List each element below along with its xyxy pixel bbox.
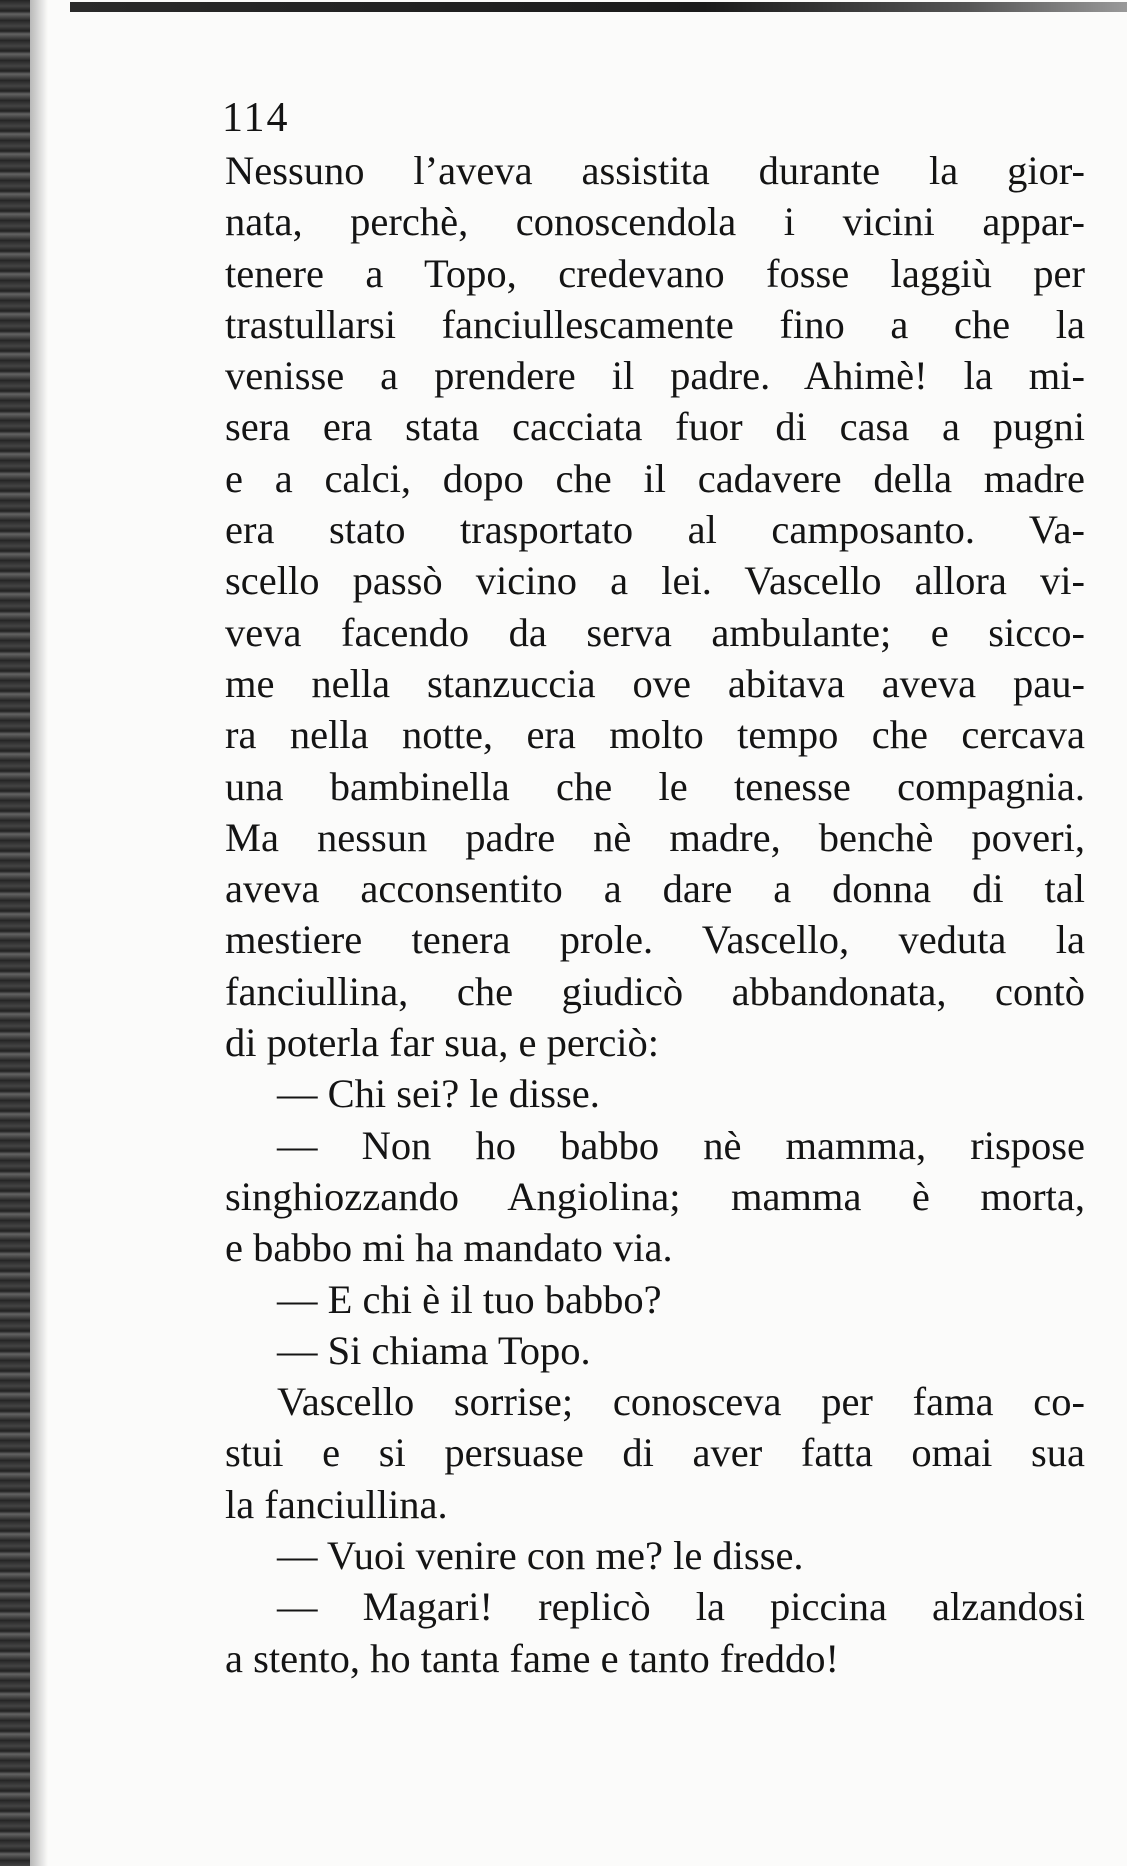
- text-line: di poterla far sua, e perciò:: [225, 1020, 660, 1066]
- text-line: — Chi sei? le disse.: [277, 1071, 600, 1117]
- text-line: singhiozzando Angiolina; mamma è morta,: [225, 1173, 1085, 1219]
- text-line: a stento, ho tanta fame e tanto freddo!: [225, 1635, 840, 1681]
- text-line: — Si chiama Topo.: [277, 1327, 591, 1373]
- binding-shadow: [30, 0, 48, 1866]
- text-line: tenere a Topo, credevano fosse laggiù per: [225, 250, 1085, 296]
- text-line: trastullarsi fanciullescamente fino a che la: [225, 301, 1085, 347]
- text-line: — Magari! replicò la piccina alzandosi: [277, 1584, 1085, 1630]
- text-line: una bambinella che le tenesse compagnia.: [225, 763, 1085, 809]
- text-line: veva facendo da serva ambulante; e sicco-: [225, 609, 1085, 655]
- text-line: Vascello sorrise; conosceva per fama co-: [277, 1379, 1085, 1425]
- text-line: — Vuoi venire con me? le disse.: [277, 1533, 804, 1579]
- binding-edge: [0, 0, 30, 1866]
- page-number: 114: [222, 95, 290, 141]
- text-line: — E chi è il tuo babbo?: [277, 1276, 662, 1322]
- text-line: e a calci, dopo che il cadavere della madre: [225, 455, 1085, 501]
- text-line: era stato trasportato al camposanto. Va-: [225, 507, 1085, 553]
- text-line: Ma nessun padre nè madre, benchè poveri,: [225, 814, 1085, 860]
- text-line: stui e si persuase di aver fatta omai sua: [225, 1430, 1085, 1476]
- text-line: fanciullina, che giudicò abbandonata, contò: [225, 968, 1085, 1014]
- text-line: Nessuno l’aveva assistita durante la gior-: [225, 148, 1085, 193]
- text-line: la fanciullina.: [225, 1481, 448, 1527]
- text-line: aveva acconsentito a dare a donna di tal: [225, 866, 1085, 912]
- text-line: ra nella notte, era molto tempo che cercava: [225, 712, 1085, 758]
- text-line: mestiere tenera prole. Vascello, veduta la: [225, 917, 1085, 963]
- text-line: — Non ho babbo nè mamma, rispose: [277, 1122, 1085, 1168]
- text-line: me nella stanzuccia ove abitava aveva pau-: [225, 660, 1085, 706]
- top-edge-rule: [70, 2, 1127, 12]
- text-line: venisse a prendere il padre. Ahimè! la mi-: [225, 353, 1085, 399]
- body-text: [225, 145, 1085, 1684]
- text-line: sera era stata cacciata fuor di casa a pugni: [225, 404, 1085, 450]
- text-line: scello passò vicino a lei. Vascello allora vi-: [225, 558, 1085, 604]
- text-line: e babbo mi ha mandato via.: [225, 1225, 673, 1271]
- text-line: nata, perchè, conoscendola i vicini appar-: [225, 199, 1085, 245]
